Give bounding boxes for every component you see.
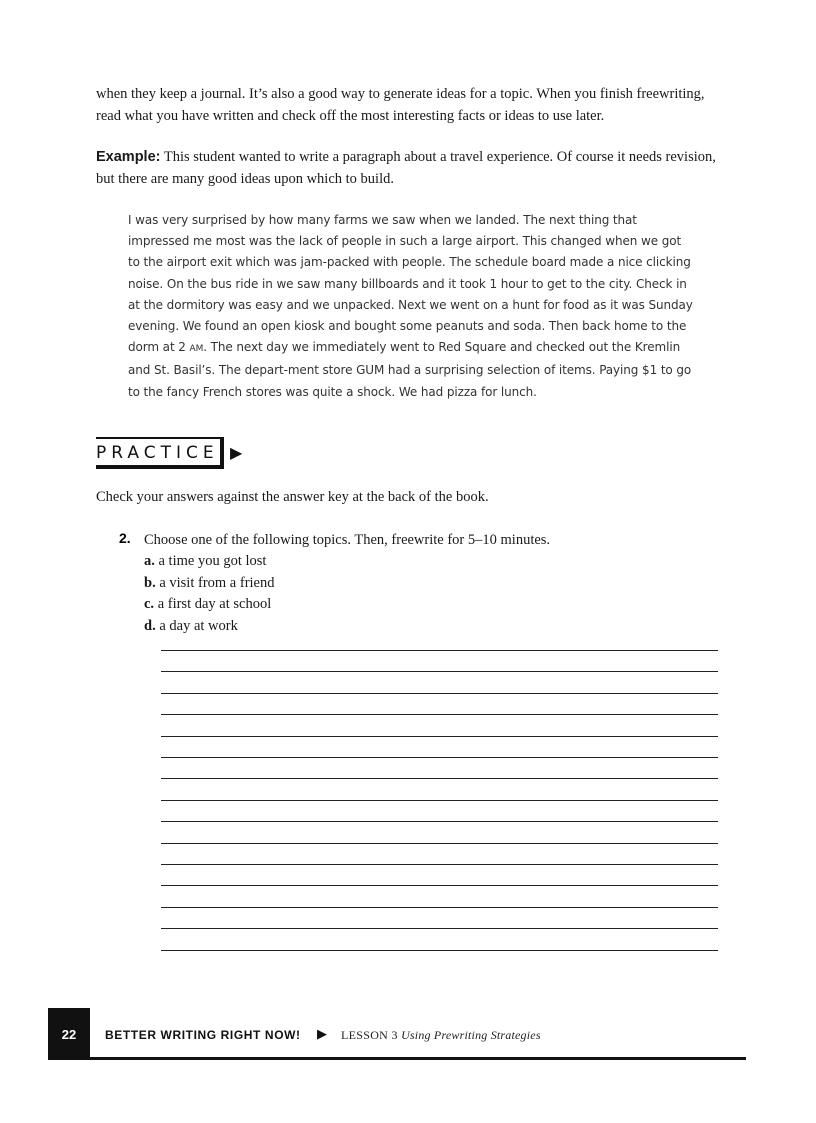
option-text: a first day at school	[157, 596, 272, 612]
writing-line	[161, 843, 718, 844]
question-number: 2.	[119, 530, 131, 546]
footer-book-title: BETTER WRITING RIGHT NOW!	[105, 1028, 301, 1042]
writing-line	[161, 950, 718, 951]
page-number: 22	[61, 1027, 77, 1042]
writing-line	[161, 736, 718, 737]
student-sample-paragraph	[128, 210, 694, 403]
writing-line	[161, 778, 718, 779]
example-label: Example:	[96, 149, 161, 165]
writing-line	[161, 757, 718, 758]
footer-lesson-title: Using Prewriting Strategies	[401, 1028, 541, 1042]
footer-rule	[48, 1057, 746, 1060]
writing-line	[161, 650, 718, 651]
sample-text-am: AM	[189, 344, 204, 355]
footer-lesson-label: LESSON 3	[341, 1028, 398, 1042]
option-item	[144, 594, 275, 616]
practice-heading-box	[96, 437, 224, 469]
writing-line	[161, 671, 718, 672]
practice-instruction: Check your answers against the answer key at the back of the book.	[96, 489, 489, 505]
option-letter: d.	[144, 617, 156, 634]
intro-paragraph: when they keep a journal. It’s also a good way to generate ideas for a topic. When you finish freewriting, read what you have written and check off the most interesting facts or ideas to use later.	[96, 86, 705, 124]
footer-lesson	[341, 1028, 541, 1043]
option-item	[144, 616, 275, 638]
option-letter: c.	[144, 596, 155, 612]
practice-heading: PRACTICE	[96, 443, 219, 463]
footer-arrow-icon: ▶	[317, 1027, 327, 1042]
option-item	[144, 551, 275, 573]
writing-line	[161, 885, 718, 886]
question-text: Choose one of the following topics. Then, freewrite for 5–10 minutes.	[144, 532, 551, 548]
writing-line	[161, 800, 718, 801]
sample-text-part1: I was very surprised by how many farms we saw when we landed. The next thing that impressed me most was the lack of people in such a large airport. This changed when we got to the airport exit which was jam-packed with people. The schedule board made a nice clicking noise. On the bus ride in we saw many billboards and it took 1 hour to get to the city. Check in at the dormitory was easy and we unpacked. Next we went on a hunt for food as it was Sunday evening. We found an open kiosk and bought some peanuts and soda. Then back home to the dorm at 2	[128, 213, 693, 355]
sample-text-part2: . The next day we immediately went to Red Square and checked out the Kremlin and St. Basil’s. The depart-ment store GUM had a surprising selection of items. Paying $1 to go to the fancy French stores was quite a shock. We had pizza for lunch.	[128, 340, 692, 399]
option-text: a time you got lost	[158, 553, 267, 569]
writing-line	[161, 693, 718, 694]
option-text: a visit from a friend	[159, 574, 275, 591]
writing-line	[161, 907, 718, 908]
option-letter: a.	[144, 553, 155, 569]
example-paragraph	[96, 147, 726, 190]
writing-line	[161, 928, 718, 929]
practice-arrow-icon: ▶	[230, 443, 243, 462]
option-item	[144, 573, 275, 595]
example-text: This student wanted to write a paragraph about a travel experience. Of course it needs revision, but there are many good ideas upon which to build.	[96, 149, 716, 187]
option-text: a day at work	[159, 617, 238, 634]
writing-line	[161, 864, 718, 865]
writing-line	[161, 821, 718, 822]
writing-line	[161, 714, 718, 715]
option-letter: b.	[144, 574, 156, 591]
topic-options	[144, 551, 275, 637]
